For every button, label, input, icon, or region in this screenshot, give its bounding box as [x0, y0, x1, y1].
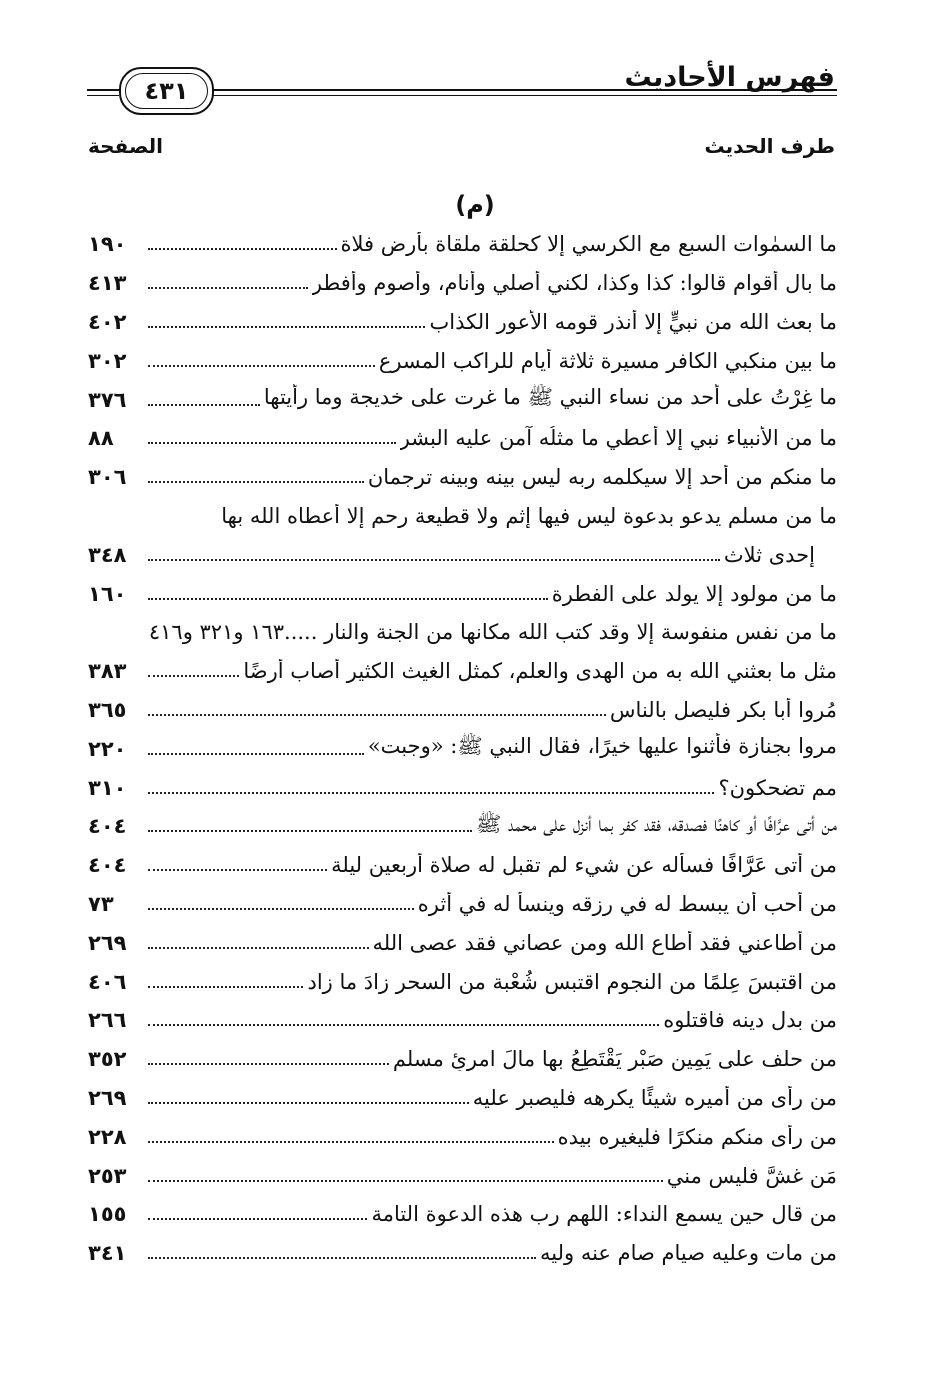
- entry-text: من حلف على يَمِينِ صَبْرٍ يَقْتَطِعُ بها مالَ امرئٍ مسلم: [392, 1047, 837, 1072]
- entry-text: ما من نفس منفوسة إلا وقد كتب الله مكانها من الجنة والنار .....١٦٣ و٣٢١ و٤١٦: [148, 620, 837, 645]
- entry-text: من أتى عَرَّافًا فسأله عن شيء لم تقبل له صلاة أربعين ليلة: [331, 853, 837, 878]
- index-entry: [88, 303, 837, 342]
- entry-page-number: ٢٢٠: [88, 736, 127, 761]
- entry-page-number: ٣٠٦: [88, 465, 127, 490]
- dot-leader: [148, 442, 396, 444]
- column-header-hadith: طرف الحديث: [704, 134, 835, 158]
- entry-page-number: ٨٨: [88, 426, 114, 451]
- index-entry: [88, 380, 837, 419]
- column-header-page: الصفحة: [88, 134, 164, 158]
- index-entry: [88, 535, 837, 574]
- dot-leader: [148, 908, 414, 910]
- index-entry: [88, 962, 837, 1001]
- index-entry: [88, 1040, 837, 1079]
- entry-text: ما بال أقوام قالوا: كذا وكذا، لكني أصلي وأنام، وأصوم وأفطر: [311, 271, 837, 296]
- entry-text: مروا بجنازة فأثنوا عليها خيرًا، فقال النبي ﷺ: «وجبت»: [367, 734, 837, 759]
- entry-page-number: ٣٨٣: [88, 659, 127, 684]
- index-entry: [88, 1117, 837, 1156]
- index-entry: [88, 846, 837, 885]
- entry-text: مثل ما بعثني الله به من الهدى والعلم، كمثل الغيث الكثير أصاب أرضًا: [243, 659, 837, 684]
- entry-page-number: ٣٦٥: [88, 697, 127, 722]
- entry-text: من أحب أن يبسط له في رزقه وينسأ له في أثره: [417, 891, 837, 916]
- index-entry: [88, 923, 837, 962]
- entry-text: ما غِرْتُ على أحد من نساء النبي ﷺ ما غرت على خديجة وما رأيتها: [263, 385, 837, 410]
- dot-leader: [148, 248, 337, 250]
- running-header-title: فهرس الأحاديث: [624, 62, 835, 93]
- entry-page-number: ٢٦٦: [88, 1008, 127, 1033]
- index-entry: [88, 341, 837, 380]
- dot-leader: [148, 753, 364, 755]
- dot-leader: [148, 404, 260, 406]
- index-entry: [88, 1001, 837, 1040]
- dot-leader: [148, 1218, 367, 1220]
- entry-page-number: ٢٢٨: [88, 1124, 127, 1149]
- entry-text: من اقتبسَ عِلمًا من النجومِ اقتبس شُعْبة من السحر زادَ ما زاد: [307, 969, 837, 994]
- dot-leader: [148, 326, 425, 328]
- dot-leader: [148, 1141, 554, 1143]
- section-letter: (م): [455, 191, 495, 219]
- page-number-badge: [119, 67, 214, 115]
- entry-text: ما منكم من أحد إلا سيكلمه ربه ليس بينه وبينه ترجمان: [367, 465, 837, 490]
- header-rule: [212, 89, 837, 96]
- index-entry: [88, 1079, 837, 1118]
- entry-page-number: ٤٠٢: [88, 309, 127, 334]
- entry-text: من قال حين يسمع النداء: اللهم رب هذه الدعوة التامة: [371, 1202, 837, 1227]
- entry-text: من رأى من أميره شيئًا يكرهه فليصبر عليه: [472, 1085, 837, 1110]
- entry-text: ما من الأنبياء نبي إلا أعطي ما مثلُه آمن عليه البشر: [399, 426, 837, 451]
- dot-leader: [148, 481, 364, 483]
- index-entry: [88, 264, 837, 303]
- entry-page-number: ١٩٠: [88, 232, 127, 257]
- entry-text: مُروا أبا بكر فليصلِ بالناس: [609, 697, 837, 722]
- entry-text: مَن غشَّ فليس مني: [666, 1163, 837, 1188]
- dot-leader: [148, 598, 548, 600]
- dot-leader: [148, 559, 720, 561]
- index-entry: [88, 652, 837, 691]
- dot-leader: [148, 792, 714, 794]
- dot-leader: [148, 714, 606, 716]
- index-entry: [88, 225, 837, 264]
- index-entry: [88, 1234, 837, 1273]
- entry-page-number: ٣٧٦: [88, 387, 127, 412]
- entry-page-number: ٣٤٨: [88, 542, 127, 567]
- index-entry: [88, 574, 837, 613]
- entry-text: من أطاعني فقد أطاع الله ومن عصاني فقد عصى الله: [372, 930, 837, 955]
- index-entry: [88, 1195, 837, 1234]
- dot-leader: [148, 1180, 663, 1182]
- dot-leader: [148, 365, 375, 367]
- dot-leader: [148, 1257, 536, 1259]
- dot-leader: [148, 830, 472, 832]
- entry-page-number: ٤١٣: [88, 271, 127, 296]
- entry-text: ما من مسلم يدعو بدعوة ليس فيها إثم ولا قطيعة رحم إلا أعطاه الله بها: [221, 503, 837, 528]
- dot-leader: [148, 947, 369, 949]
- entry-text: من أتى عرَّافًا أو كاهنًا فصدقه، فقد كفر بما أنزل على محمد ﷺ: [476, 811, 837, 836]
- entry-text: مم تضحكون؟: [718, 775, 837, 800]
- entry-text: من بدل دينه فاقتلوه: [663, 1008, 837, 1033]
- entry-page-number: ٤٠٦: [88, 969, 127, 994]
- entry-text: إحدى ثلاث: [723, 542, 815, 567]
- dot-leader: [148, 287, 308, 289]
- index-entry: [88, 419, 837, 458]
- dot-leader: [148, 869, 327, 871]
- entry-text: ما بين منكبي الكافر مسيرة ثلاثة أيام للراكب المسرع: [378, 348, 837, 373]
- entry-text: ما السمٰوات السبع مع الكرسي إلا كحلقة ملقاة بأرض فلاة: [340, 232, 837, 257]
- dot-leader: [148, 986, 303, 988]
- dot-leader: [148, 675, 239, 677]
- index-entry: [88, 807, 837, 846]
- index-entry: [88, 729, 837, 768]
- index-entry: [88, 691, 837, 730]
- hadith-index-list: [88, 225, 837, 1273]
- entry-page-number: ٤٠٤: [88, 853, 127, 878]
- entry-page-number: ٣٥٢: [88, 1047, 127, 1072]
- dot-leader: [148, 1063, 389, 1065]
- entry-text: ما من مولود إلا يولد على الفطرة: [551, 581, 837, 606]
- entry-text: من مات وعليه صيام صام عنه وليه: [540, 1241, 837, 1266]
- index-entry: [88, 1156, 837, 1195]
- index-entry: [88, 885, 837, 924]
- index-entry: [88, 497, 837, 536]
- index-entry: [88, 613, 837, 652]
- entry-page-number: ١٥٥: [88, 1202, 127, 1227]
- index-entry: [88, 768, 837, 807]
- dot-leader: [148, 1024, 659, 1026]
- entry-page-number: ٣٤١: [88, 1241, 127, 1266]
- entry-page-number: ٢٥٣: [88, 1163, 127, 1188]
- entry-page-number: ٣٠٢: [88, 348, 127, 373]
- index-entry: [88, 458, 837, 497]
- entry-text: من رأى منكم منكرًا فليغيره بيده: [557, 1124, 837, 1149]
- entry-page-number: ٢٦٩: [88, 1085, 127, 1110]
- entry-page-number: ١٦٠: [88, 581, 127, 606]
- dot-leader: [148, 1102, 469, 1104]
- entry-page-number: ٢٦٩: [88, 930, 127, 955]
- header-rule-left: [87, 89, 119, 96]
- page-number: ٤٣١: [144, 77, 189, 105]
- entry-page-number: ٣١٠: [88, 775, 127, 800]
- entry-page-number: ٧٣: [88, 891, 114, 916]
- entry-page-number: ٤٠٤: [88, 814, 127, 839]
- entry-text: ما بعث الله من نبيٍّ إلا أنذر قومه الأعور الكذاب: [429, 309, 837, 334]
